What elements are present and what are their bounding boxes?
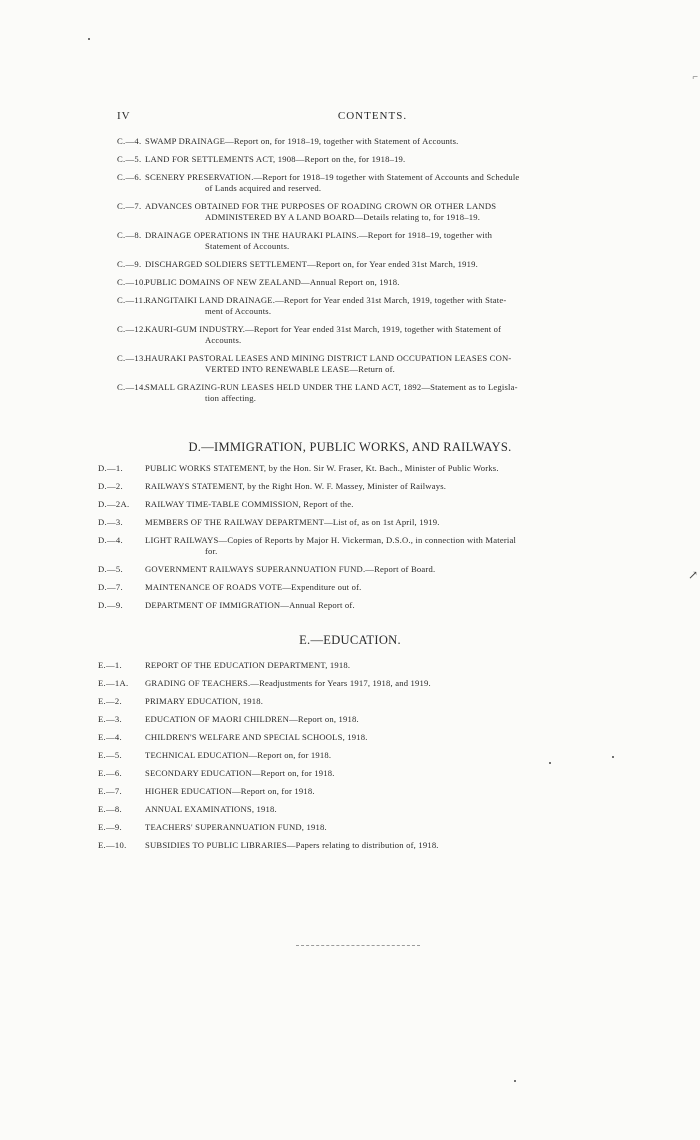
entry-title-line: CHILDREN'S WELFARE AND SPECIAL SCHOOLS, 1918. xyxy=(145,732,368,742)
entry-code: D.—9. xyxy=(98,600,123,610)
entry-title xyxy=(145,382,629,404)
entry-title xyxy=(145,499,628,510)
entry-code: E.—2. xyxy=(98,696,122,706)
section-c-list xyxy=(117,136,629,411)
contents-entry xyxy=(98,564,628,575)
entry-title-line: SECONDARY EDUCATION—Report on, for 1918. xyxy=(145,768,335,778)
entry-title xyxy=(145,678,628,689)
end-rule xyxy=(296,945,420,947)
entry-code: E.—1. xyxy=(98,660,122,670)
contents-entry xyxy=(98,804,628,815)
contents-entry xyxy=(117,201,629,223)
entry-code: E.—4. xyxy=(98,732,122,742)
entry-title xyxy=(145,840,628,851)
speck xyxy=(88,38,90,40)
contents-entry xyxy=(117,259,629,270)
entry-title xyxy=(145,768,628,779)
contents-entry xyxy=(98,678,628,689)
entry-title-line: ANNUAL EXAMINATIONS, 1918. xyxy=(145,804,277,814)
entry-title-line: DEPARTMENT OF IMMIGRATION—Annual Report of. xyxy=(145,600,355,610)
entry-title-continuation: tion affecting. xyxy=(205,393,257,403)
entry-code: D.—4. xyxy=(98,535,123,545)
entry-title-continuation: VERTED INTO RENEWABLE LEASE—Return of. xyxy=(205,364,395,374)
entry-code: E.—8. xyxy=(98,804,122,814)
entry-code: D.—7. xyxy=(98,582,123,592)
speck xyxy=(514,1080,516,1082)
entry-title xyxy=(145,822,628,833)
entry-code: D.—2A. xyxy=(98,499,130,509)
contents-entry xyxy=(98,840,628,851)
entry-title xyxy=(145,463,628,474)
entry-title xyxy=(145,324,629,346)
entry-title-continuation: Accounts. xyxy=(205,335,242,345)
entry-title xyxy=(145,295,629,317)
entry-code: C.—13. xyxy=(117,353,147,363)
entry-title xyxy=(145,696,628,707)
entry-title xyxy=(145,660,628,671)
entry-code: C.—14. xyxy=(117,382,147,392)
entry-title-line: PRIMARY EDUCATION, 1918. xyxy=(145,696,264,706)
entry-code: C.—4. xyxy=(117,136,142,146)
page-header xyxy=(117,110,628,126)
entry-title xyxy=(145,172,629,194)
speck xyxy=(612,756,614,758)
entry-title xyxy=(145,517,628,528)
entry-title xyxy=(145,136,629,147)
entry-title xyxy=(145,154,629,165)
entry-title-line: DRAINAGE OPERATIONS IN THE HAURAKI PLAINS.—Report for 1918–19, together with xyxy=(145,230,493,240)
entry-title xyxy=(145,750,628,761)
entry-title-line: RAILWAY TIME-TABLE COMMISSION, Report of the. xyxy=(145,499,354,509)
contents-entry xyxy=(117,277,629,288)
entry-code: E.—5. xyxy=(98,750,122,760)
contents-entry xyxy=(98,517,628,528)
entry-title xyxy=(145,535,628,557)
edge-mark: ↗ xyxy=(687,568,698,582)
contents-entry xyxy=(98,582,628,593)
entry-title-continuation: Statement of Accounts. xyxy=(205,241,290,251)
contents-entry xyxy=(98,786,628,797)
entry-title-line: SUBSIDIES TO PUBLIC LIBRARIES—Papers relating to distribution of, 1918. xyxy=(145,840,439,850)
entry-title-line: REPORT OF THE EDUCATION DEPARTMENT, 1918. xyxy=(145,660,351,670)
entry-title xyxy=(145,353,629,375)
entry-title xyxy=(145,259,629,270)
entry-title-line: ADVANCES OBTAINED FOR THE PURPOSES OF ROADING CROWN OR OTHER LANDS xyxy=(145,201,497,211)
contents-entry xyxy=(117,382,629,404)
entry-title-line: PUBLIC DOMAINS OF NEW ZEALAND—Annual Report on, 1918. xyxy=(145,277,400,287)
contents-entry xyxy=(117,353,629,375)
entry-title-line: DISCHARGED SOLDIERS SETTLEMENT—Report on, for Year ended 31st March, 1919. xyxy=(145,259,478,269)
entry-title-continuation: ADMINISTERED BY A LAND BOARD—Details relating to, for 1918–19. xyxy=(205,212,481,222)
entry-title-line: TECHNICAL EDUCATION—Report on, for 1918. xyxy=(145,750,332,760)
entry-title-continuation: ment of Accounts. xyxy=(205,306,272,316)
entry-code: C.—6. xyxy=(117,172,142,182)
contents-entry xyxy=(117,324,629,346)
entry-code: C.—10. xyxy=(117,277,147,287)
entry-code: D.—3. xyxy=(98,517,123,527)
entry-code: E.—10. xyxy=(98,840,127,850)
contents-entry xyxy=(98,660,628,671)
entry-code: C.—8. xyxy=(117,230,142,240)
entry-title-line: LAND FOR SETTLEMENTS ACT, 1908—Report on the, for 1918–19. xyxy=(145,154,406,164)
entry-title-line: EDUCATION OF MAORI CHILDREN—Report on, 1918. xyxy=(145,714,359,724)
entry-title-line: MEMBERS OF THE RAILWAY DEPARTMENT—List of, as on 1st April, 1919. xyxy=(145,517,440,527)
contents-entry xyxy=(98,714,628,725)
entry-title xyxy=(145,481,628,492)
contents-entry xyxy=(98,750,628,761)
contents-entry xyxy=(98,768,628,779)
entry-title-line: LIGHT RAILWAYS—Copies of Reports by Major H. Vickerman, D.S.O., in connection with Material xyxy=(145,535,517,545)
entry-code: D.—1. xyxy=(98,463,123,473)
section-e-heading: E.—EDUCATION. xyxy=(299,633,401,647)
contents-entry xyxy=(98,481,628,492)
contents-entry xyxy=(117,136,629,147)
entry-title xyxy=(145,732,628,743)
contents-entry xyxy=(117,230,629,252)
entry-title-line: HAURAKI PASTORAL LEASES AND MINING DISTRICT LAND OCCUPATION LEASES CON- xyxy=(145,353,512,363)
contents-entry xyxy=(98,732,628,743)
entry-code: C.—9. xyxy=(117,259,142,269)
entry-title xyxy=(145,277,629,288)
entry-title xyxy=(145,230,629,252)
contents-entry xyxy=(98,499,628,510)
entry-title xyxy=(145,201,629,223)
entry-code: E.—6. xyxy=(98,768,122,778)
section-e-list xyxy=(98,660,628,858)
entry-code: C.—7. xyxy=(117,201,142,211)
entry-code: E.—7. xyxy=(98,786,122,796)
speck xyxy=(549,762,551,764)
entry-title-line: RANGITAIKI LAND DRAINAGE.—Report for Year ended 31st March, 1919, together with State- xyxy=(145,295,507,305)
entry-title-line: SMALL GRAZING-RUN LEASES HELD UNDER THE LAND ACT, 1892—Statement as to Legisla- xyxy=(145,382,518,392)
contents-entry xyxy=(98,535,628,557)
contents-entry xyxy=(98,600,628,611)
entry-code: E.—9. xyxy=(98,822,122,832)
entry-title-line: MAINTENANCE OF ROADS VOTE—Expenditure out of. xyxy=(145,582,362,592)
entry-title xyxy=(145,600,628,611)
contents-entry xyxy=(98,696,628,707)
entry-code: C.—11. xyxy=(117,295,146,305)
entry-title xyxy=(145,714,628,725)
contents-entry xyxy=(98,822,628,833)
entry-title-line: GRADING OF TEACHERS.—Readjustments for Years 1917, 1918, and 1919. xyxy=(145,678,431,688)
entry-code: D.—2. xyxy=(98,481,123,491)
entry-code: E.—1A. xyxy=(98,678,129,688)
entry-title-line: GOVERNMENT RAILWAYS SUPERANNUATION FUND.—Report of Board. xyxy=(145,564,436,574)
contents-entry xyxy=(98,463,628,474)
contents-entry xyxy=(117,172,629,194)
page-number: IV xyxy=(117,110,131,122)
entry-code: E.—3. xyxy=(98,714,122,724)
entry-title-line: HIGHER EDUCATION—Report on, for 1918. xyxy=(145,786,315,796)
entry-title-line: KAURI-GUM INDUSTRY.—Report for Year ended 31st March, 1919, together with Statement of xyxy=(145,324,502,334)
contents-entry xyxy=(117,154,629,165)
entry-title-line: SCENERY PRESERVATION.—Report for 1918–19 together with Statement of Accounts and Schedule xyxy=(145,172,520,182)
entry-title-continuation: for. xyxy=(205,546,218,556)
entry-title-line: TEACHERS' SUPERANNUATION FUND, 1918. xyxy=(145,822,327,832)
entry-code: C.—12. xyxy=(117,324,147,334)
section-d-list xyxy=(98,463,628,618)
entry-title xyxy=(145,786,628,797)
entry-code: D.—5. xyxy=(98,564,123,574)
edge-mark: ⌐ xyxy=(692,72,698,83)
entry-code: C.—5. xyxy=(117,154,142,164)
entry-title xyxy=(145,804,628,815)
section-d-heading: D.—IMMIGRATION, PUBLIC WORKS, AND RAILWAYS. xyxy=(188,440,512,454)
page-title: CONTENTS. xyxy=(337,110,408,122)
contents-entry xyxy=(117,295,629,317)
entry-title xyxy=(145,582,628,593)
entry-title xyxy=(145,564,628,575)
entry-title-line: PUBLIC WORKS STATEMENT, by the Hon. Sir W. Fraser, Kt. Bach., Minister of Public Works. xyxy=(145,463,499,473)
entry-title-continuation: of Lands acquired and reserved. xyxy=(205,183,322,193)
entry-title-line: SWAMP DRAINAGE—Report on, for 1918–19, together with Statement of Accounts. xyxy=(145,136,459,146)
entry-title-line: RAILWAYS STATEMENT, by the Right Hon. W. F. Massey, Minister of Railways. xyxy=(145,481,447,491)
